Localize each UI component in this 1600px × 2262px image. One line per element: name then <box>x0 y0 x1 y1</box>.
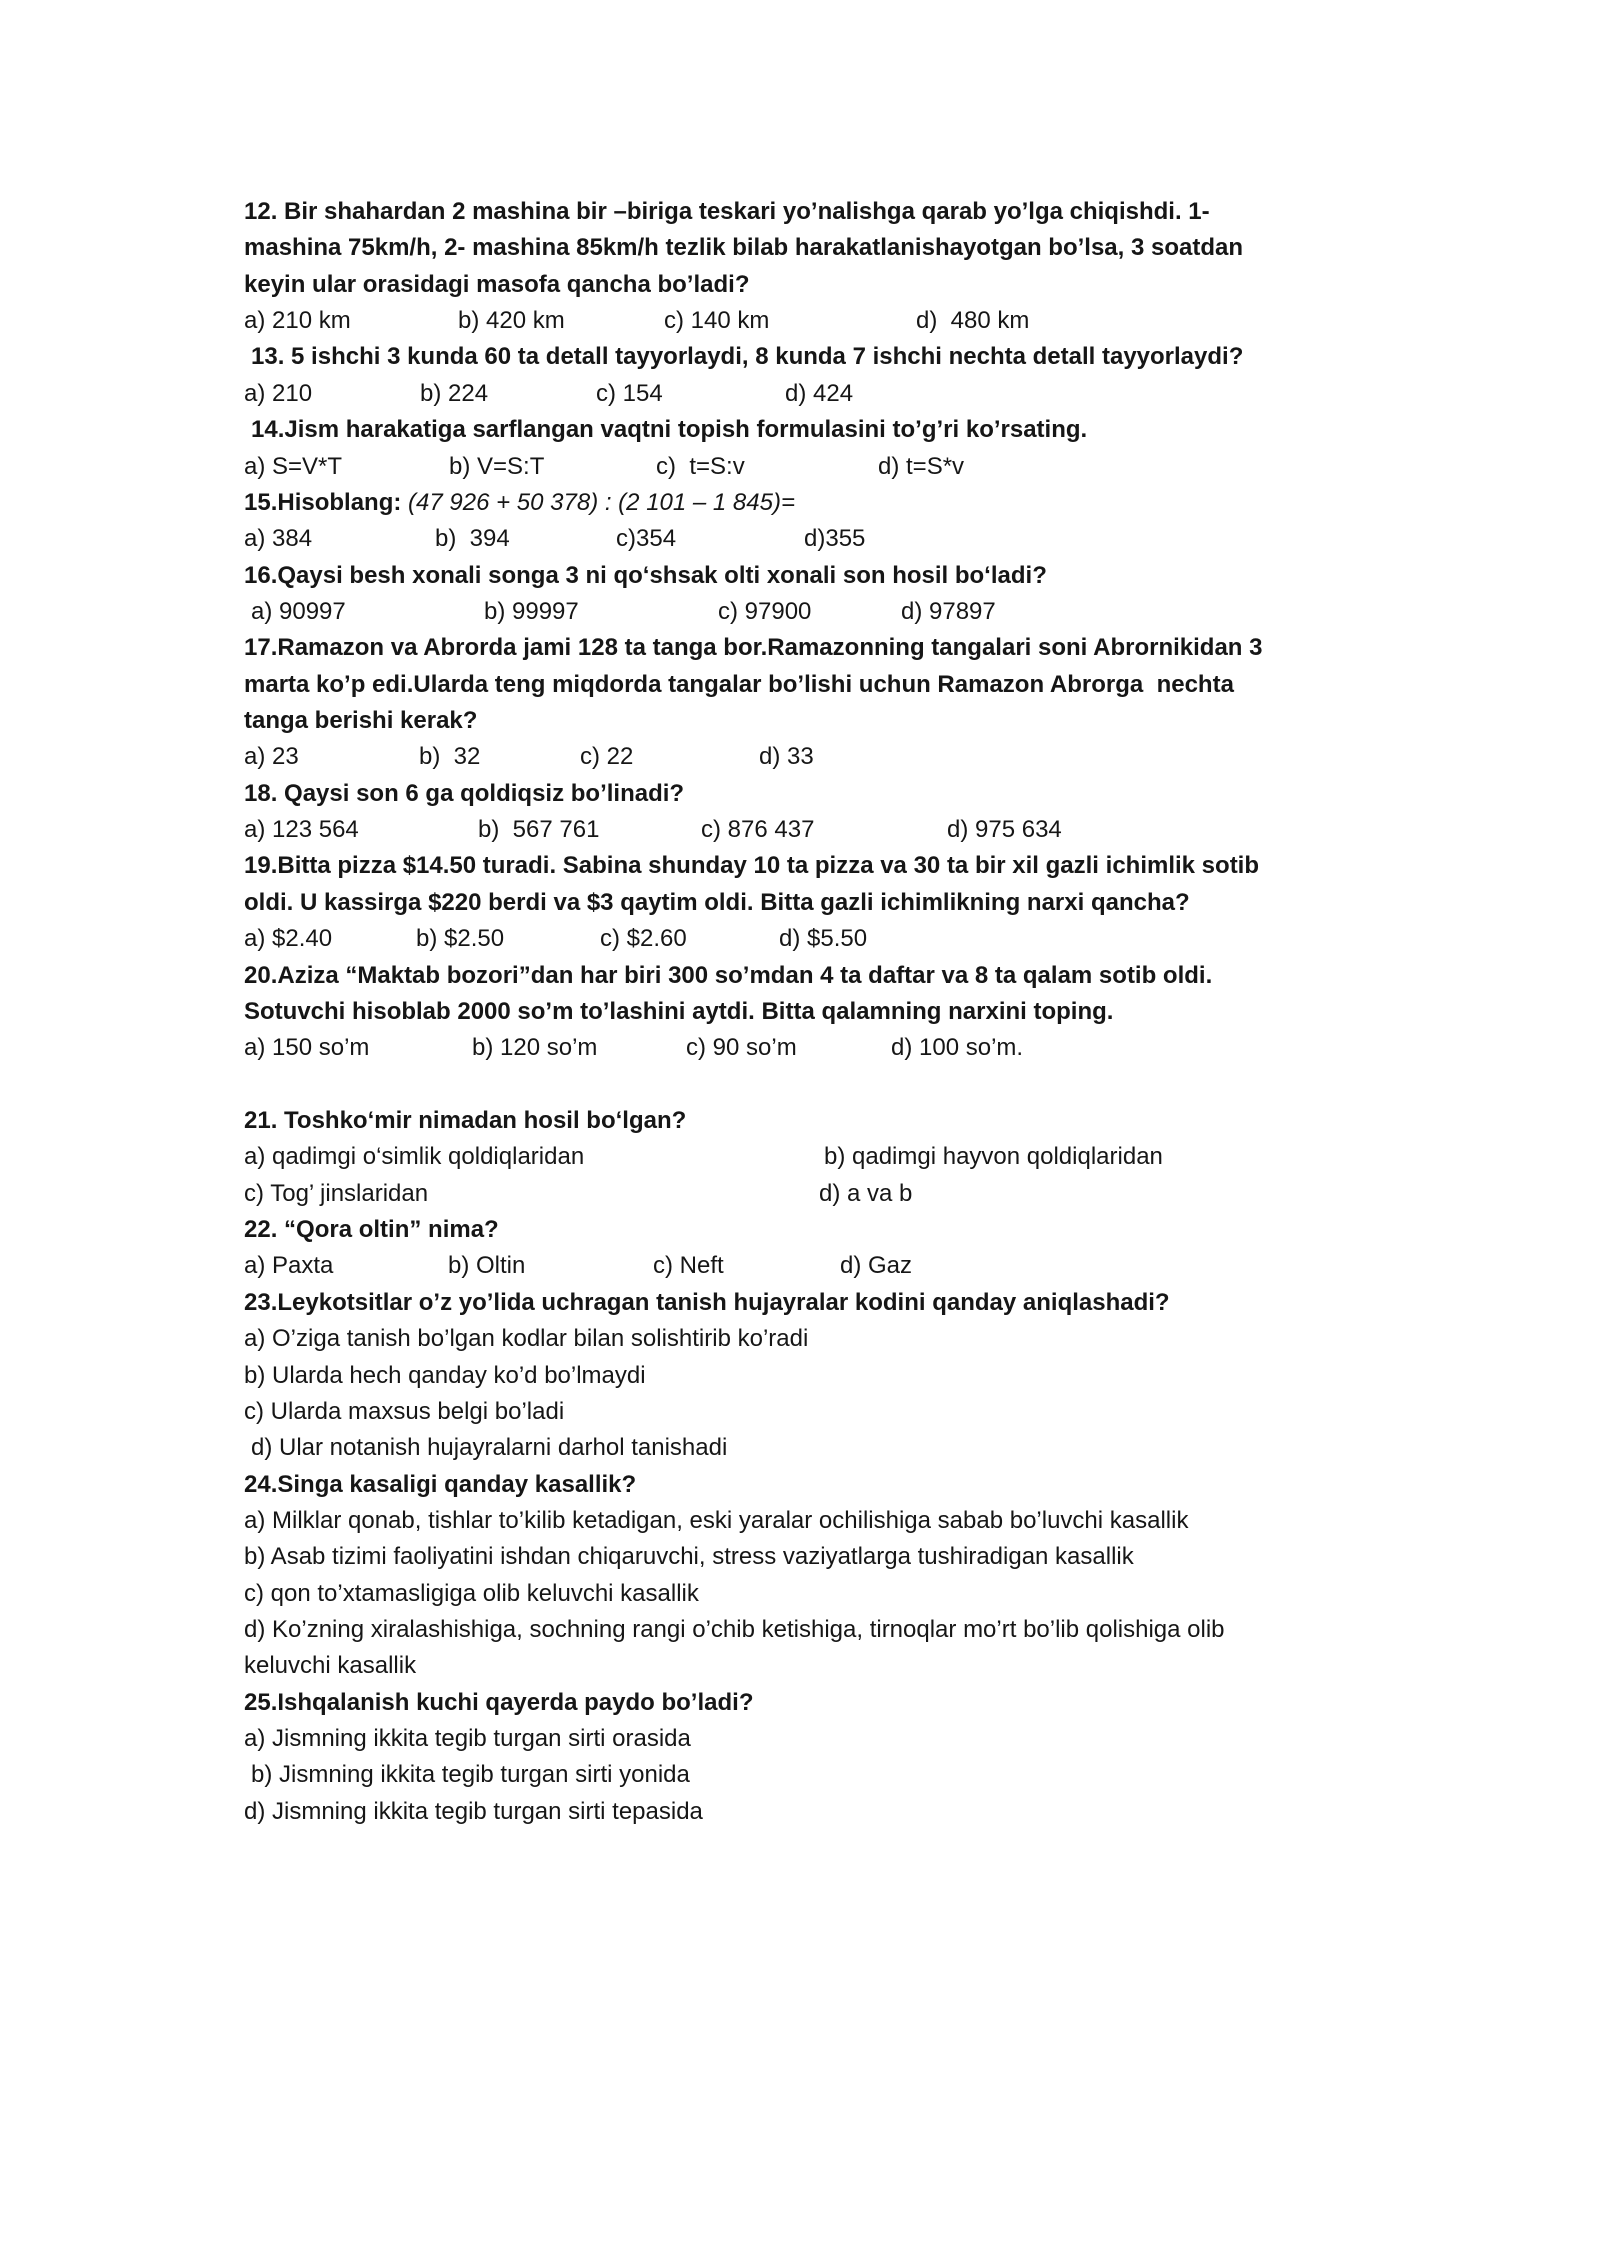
question-text-line: 23.Leykotsitlar o’z yo’lida uchragan tanish hujayralar kodini qanday aniqlashadi? <box>244 1288 1170 1316</box>
option-c: c) 97900 <box>718 597 812 625</box>
question-23 <box>244 1285 1494 1467</box>
option-a: a) Milklar qonab, tishlar to’kilib ketadigan, eski yaralar ochilishiga sabab bo’luvchi kasallik <box>244 1506 1189 1534</box>
option-b: b) 224 <box>420 379 489 407</box>
option-a: a) Jismning ikkita tegib turgan sirti orasida <box>244 1725 691 1753</box>
options-row <box>244 739 1494 775</box>
option-d: d) Jismning ikkita tegib turgan sirti tepasida <box>244 1797 703 1825</box>
option-b: b) 99997 <box>484 597 579 625</box>
question-17 <box>244 630 1494 775</box>
math-expression: (47 926 + 50 378) : (2 101 – 1 845)= <box>408 488 795 516</box>
option-b: b) 120 so’m <box>472 1034 598 1062</box>
option-a: a) 210 <box>244 379 313 407</box>
option-c: c)354 <box>616 525 677 553</box>
option-b: b) Asab tizimi faoliyatini ishdan chiqaruvchi, stress vaziyatlarga tushiradigan kasallik <box>244 1543 1134 1571</box>
question-18 <box>244 776 1494 849</box>
question-text-line: 25.Ishqalanish kuchi qayerda paydo bo’ladi? <box>244 1688 754 1716</box>
blank-line <box>244 1067 1494 1103</box>
option-c: c) t=S:v <box>656 452 745 480</box>
option-a: a) S=V*T <box>244 452 343 480</box>
question-13 <box>244 339 1494 412</box>
question-text-line: mashina 75km/h, 2- mashina 85km/h tezlik bilab harakatlanishayotgan bo’lsa, 3 soatdan <box>244 234 1244 262</box>
option-c: c) $2.60 <box>600 925 687 953</box>
question-text-line: 18. Qaysi son 6 ga qoldiqsiz bo’linadi? <box>244 779 685 807</box>
question-text-line: keyin ular orasidagi masofa qancha bo’ladi? <box>244 270 750 298</box>
option-d: d)355 <box>804 525 866 553</box>
option-b: b) 420 km <box>458 307 565 335</box>
options-row <box>244 812 1494 848</box>
option-d: d) Ular notanish hujayralarni darhol tanishadi <box>251 1434 728 1462</box>
question-21 <box>244 1103 1494 1212</box>
question-14 <box>244 412 1494 485</box>
question-text-line: oldi. U kassirga $220 berdi va $3 qaytim oldi. Bitta gazli ichimlikning narxi qancha? <box>244 888 1190 916</box>
question-prompt: 15.Hisoblang: <box>244 488 402 516</box>
option-d: d) 33 <box>759 743 814 771</box>
option-b: b) 32 <box>419 743 481 771</box>
question-text-line: tanga berishi kerak? <box>244 707 478 735</box>
question-text-line: 14.Jism harakatiga sarflangan vaqtni topish formulasini to’g’ri ko’rsating. <box>251 416 1088 444</box>
option-d: d) t=S*v <box>878 452 965 480</box>
question-text-line: Sotuvchi hisoblab 2000 so’m to’lashini aytdi. Bitta qalamning narxini toping. <box>244 997 1114 1025</box>
option-c: c) 90 so’m <box>686 1034 797 1062</box>
options-row <box>244 376 1494 412</box>
question-text-line: 20.Aziza “Maktab bozori”dan har biri 300 so’mdan 4 ta daftar va 8 ta qalam sotib oldi. <box>244 961 1213 989</box>
options-row <box>244 1176 1494 1212</box>
option-a: a) Paxta <box>244 1252 334 1280</box>
option-a: a) 90997 <box>251 597 346 625</box>
option-a: a) 23 <box>244 743 299 771</box>
option-d: d) 975 634 <box>947 816 1062 844</box>
option-d: d) $5.50 <box>779 925 868 953</box>
question-16 <box>244 558 1494 631</box>
option-d: d) Gaz <box>840 1252 913 1280</box>
option-c: c) Neft <box>653 1252 724 1280</box>
question-text-line <box>244 485 1494 521</box>
question-text-line: marta ko’p edi.Ularda teng miqdorda tangalar bo’lishi uchun Ramazon Abrorga nechta <box>244 670 1234 698</box>
option-a: a) 150 so’m <box>244 1034 370 1062</box>
question-20 <box>244 958 1494 1067</box>
question-text-line: 13. 5 ishchi 3 kunda 60 ta detall tayyorlaydi, 8 kunda 7 ishchi nechta detall tayyorlaydi? <box>251 343 1244 371</box>
question-text-line: 24.Singa kasaligi qanday kasallik? <box>244 1470 637 1498</box>
option-b: b) Jismning ikkita tegib turgan sirti yonida <box>251 1761 690 1789</box>
option-c: c) Tog’ jinslaridan <box>244 1179 429 1207</box>
options-row <box>244 1030 1494 1066</box>
question-text-line: 17.Ramazon va Abrorda jami 128 ta tanga bor.Ramazonning tangalari soni Abrornikidan 3 <box>244 634 1263 662</box>
question-25 <box>244 1685 1494 1830</box>
option-d: d) 97897 <box>901 597 996 625</box>
option-d-continuation: keluvchi kasallik <box>244 1652 417 1680</box>
question-12 <box>244 194 1494 339</box>
option-a: a) 210 km <box>244 307 351 335</box>
question-15 <box>244 485 1494 558</box>
question-24 <box>244 1467 1494 1685</box>
option-c: c) 876 437 <box>701 816 815 844</box>
option-b: b) 394 <box>435 525 510 553</box>
option-c: c) Ularda maxsus belgi bo’ladi <box>244 1397 565 1425</box>
question-sheet <box>244 194 1494 1830</box>
question-text-line: 12. Bir shahardan 2 mashina bir –biriga teskari yo’nalishga qarab yo’lga chiqishdi. 1- <box>244 198 1210 225</box>
option-a: a) $2.40 <box>244 925 333 953</box>
option-b: b) qadimgi hayvon qoldiqlaridan <box>824 1143 1163 1171</box>
option-b: b) $2.50 <box>416 925 505 953</box>
options-row <box>244 1139 1494 1175</box>
question-text-line: 21. Toshko‘mir nimadan hosil bo‘lgan? <box>244 1106 687 1134</box>
option-d: d) 100 so’m. <box>891 1034 1024 1062</box>
option-c: c) 22 <box>580 743 634 771</box>
option-c: c) 140 km <box>664 307 770 335</box>
options-row <box>244 449 1494 485</box>
options-row <box>244 594 1494 630</box>
option-a: a) O’ziga tanish bo’lgan kodlar bilan solishtirib ko’radi <box>244 1325 809 1353</box>
option-d: d) Ko’zning xiralashishiga, sochning rangi o’chib ketishiga, tirnoqlar mo’rt bo’lib qolishiga olib <box>244 1616 1225 1644</box>
option-a: a) qadimgi o‘simlik qoldiqlaridan <box>244 1143 585 1171</box>
option-c: c) qon to’xtamasligiga olib keluvchi kasallik <box>244 1579 699 1607</box>
question-19 <box>244 848 1494 957</box>
question-text-line: 19.Bitta pizza $14.50 turadi. Sabina shunday 10 ta pizza va 30 ta bir xil gazli ichimlik sotib <box>244 852 1260 880</box>
options-row <box>244 303 1494 339</box>
question-text-line: 22. “Qora oltin” nima? <box>244 1216 499 1244</box>
option-b: b) Ularda hech qanday ko’d bo’lmaydi <box>244 1361 646 1389</box>
option-d: d) 424 <box>785 379 854 407</box>
option-a: a) 384 <box>244 525 313 553</box>
option-b: b) 567 761 <box>478 816 600 844</box>
option-d: d) 480 km <box>916 307 1030 335</box>
question-text-line: 16.Qaysi besh xonali songa 3 ni qo‘shsak olti xonali son hosil bo‘ladi? <box>244 561 1047 589</box>
options-row <box>244 1248 1494 1284</box>
option-b: b) V=S:T <box>449 452 545 480</box>
option-d: d) a va b <box>819 1179 913 1207</box>
options-row <box>244 521 1494 557</box>
option-b: b) Oltin <box>448 1252 526 1280</box>
options-row <box>244 921 1494 957</box>
option-a: a) 123 564 <box>244 816 359 844</box>
question-22 <box>244 1212 1494 1285</box>
option-c: c) 154 <box>596 379 663 407</box>
